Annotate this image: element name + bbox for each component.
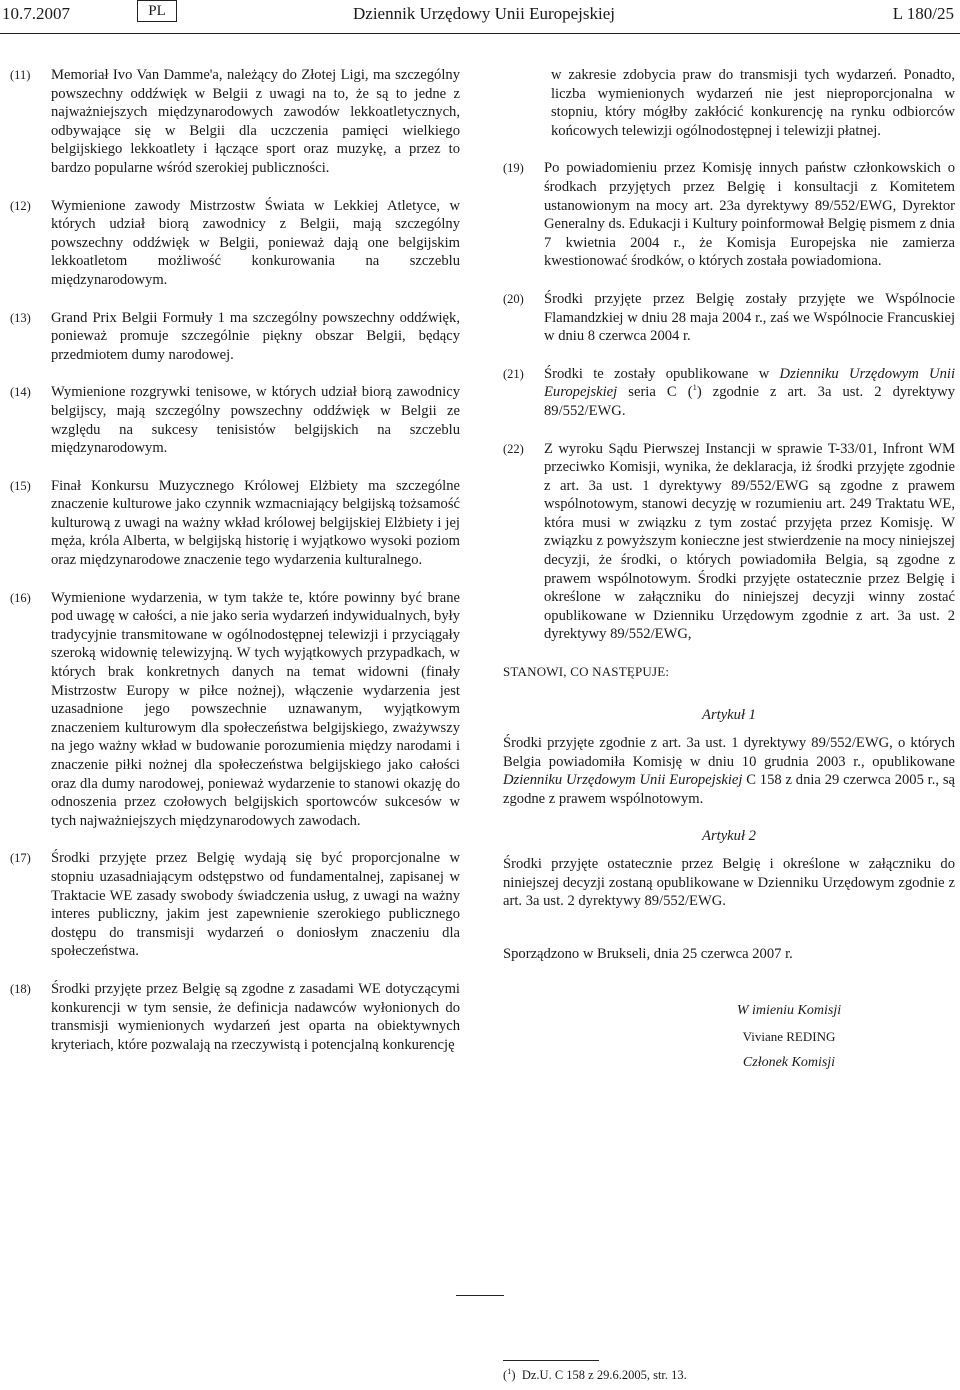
recital-number: (22)	[503, 441, 524, 456]
recital-number: (19)	[503, 161, 524, 176]
recital	[10, 980, 460, 1054]
recital	[10, 197, 460, 290]
journal-name-italic: Dzienniku Urzędowym Unii Europejskiej	[503, 772, 743, 789]
left-column	[10, 66, 460, 1073]
recital-number: (18)	[10, 981, 31, 996]
recital-text: Memoriał Ivo Van Damme'a, należący do Złotej Ligi, ma szczególny powszechny oddźwięk w Belgii z uwagi na to, że są to jedne z najważniejszych międzynarodowych zawodów lekkoatletycznych, odbywające się w Belgii dla uczczenia pamięci wielkiego belgijskiego lekkoatlety i łączące sport oraz muzykę, a przez to bardzo popularne wśród szerokiej publiczności.	[51, 67, 460, 176]
footnote-rule	[503, 1360, 599, 1361]
end-separator	[456, 1295, 504, 1296]
recital-number: (13)	[10, 310, 31, 325]
signature-block	[623, 998, 955, 1076]
recital-text: Grand Prix Belgii Formuły 1 ma szczególny powszechny oddźwięk, ponieważ promuje szczególnie piękny obszar Belgii, będący przedmiotem dumy narodowej.	[51, 309, 460, 363]
recital-number: (15)	[10, 478, 31, 493]
recital-number: (20)	[503, 291, 524, 306]
footnote-reference[interactable]: 1	[692, 382, 697, 393]
recital-text: Środki przyjęte przez Belgię zostały przyjęte we Wspólnocie Flamandzkiej w dniu 28 maja 2004 r., zaś we Wspólnocie Francuskiej w dniu 8 czerwca 2004 r.	[544, 290, 955, 345]
recital	[10, 477, 460, 570]
recital-text: Z wyroku Sądu Pierwszej Instancji w sprawie T-33/01, Infront WM przeciwko Komisji, wynika, że deklaracja, iż środki przyjęte zgodnie z art. 3a ust. 1 dyrektywy 89/552/EWG są zgodne z prawem wspólnotowym, stanowi decyzję w rozumieniu art. 249 Traktatu WE, która musi w związku z tym zostać przyjęta przez Komisję. W związku z powyższym konieczne jest stwierdzenie na mocy niniejszej decyzji, że środki, o których powiadomiła Belgia, są zgodne z prawem wspólnotowym. Środki przyjęte ostatecznie przez Belgię i określone w załączniku do niniejszej decyzji winny zostać opublikowane w Dzienniku Urzędowym zgodnie z art. 3a ust. 2 dyrektywy 89/552/EWG,	[544, 440, 955, 643]
recital-text: Finał Konkursu Muzycznego Królowej Elżbiety ma szczególne znaczenie kulturowe jako czynnik wzmacniający belgijską tożsamość kulturową z uwagi na ważny wkład królowej belgijskiej Elżbiety i jej męża, króla Alberta, w belgijską historię i wyjątkowo wysoki poziom oraz międzynarodowe znaczenie tego wydarzenia kulturalnego.	[51, 477, 460, 569]
recital-text-part: ) zgodnie z art. 3a ust. 2 dyrektywy 89/552/EWG.	[544, 384, 956, 419]
recital	[10, 383, 460, 457]
language-badge: PL	[137, 0, 177, 22]
recital-continuation: w zakresie zdobycia praw do transmisji tych wydarzeń. Ponadto, liczba wymienionych wydarzeń nie jest nieproporcjonalna w stopniu, który mógłby zakłócić konkurencję na rynku odbiorców końcowych telewizji ogólnodostępnej i telewizji płatnej.	[551, 67, 955, 139]
recital-number: (21)	[503, 366, 524, 381]
recital-number: (14)	[10, 385, 31, 400]
recital-text: Wymienione wydarzenia, w tym także te, które powinny być brane pod uwagę w całości, a nie jako seria wydarzeń indywidualnych, były tradycyjnie transmitowane w ogólnodostępnej telewizji i przyciągały szeroką widownię telewizyjną. W tych wyjątkowych przypadkach, w których brak konkretnych danych na temat widowni (finały Mistrzostw Europy w piłce nożnej), włączenie wydarzenia jest uzasadnione jego powszechnie uznawanym, wyjątkowym znaczeniem kulturowym dla społeczeństwa belgijskiego, zważywszy na jego ważny wkład w budowanie porozumienia między narodami i znaczenie piłki nożnej dla społeczeństwa belgijskiego jako całości oraz dla dumy narodowej, ponieważ wydarzenie to stanowi okazję do odnoszenia przez czołowych belgijskich sportowców sukcesów w tych najważniejszych międzynarodowych zawodach.	[51, 589, 460, 829]
footnote-mark: 1	[507, 1365, 512, 1376]
article-text-part: Środki przyjęte zgodnie z art. 3a ust. 1 dyrektywy 89/552/EWG, o których Belgia powiadomiła Komisję w dniu 10 grudnia 2003 r., opublikowane	[503, 735, 955, 770]
recital-text-part: Środki te zostały opublikowane w	[544, 365, 780, 382]
recital-number: (12)	[10, 198, 31, 213]
right-column	[503, 66, 955, 1076]
recital	[503, 159, 955, 271]
recital	[10, 589, 460, 831]
recital	[503, 290, 955, 346]
signature-on-behalf: W imieniu Komisji	[736, 1002, 842, 1018]
recital-text: Środki przyjęte przez Belgię wydają się być proporcjonalne w stopniu uzasadniającym odstępstwo od fundamentalnej, zapisanej w Traktacie WE zasady swobody świadczenia usług, z uwagi na ważny interes publiczny, jakim jest zapewnienie szerokiego publicznego dostępu do transmisji wydarzeń o doniosłym znaczeniu dla społeczeństwa.	[51, 850, 460, 960]
article-text-part: C 158 z dnia 29 czerwca 2005 r., są zgodne z prawem wspólnotowym.	[503, 772, 955, 807]
recital	[503, 440, 955, 645]
recital	[10, 849, 460, 961]
recital-number: (11)	[10, 68, 31, 82]
header-date: 10.7.2007	[2, 4, 70, 23]
recital-text: Wymienione rozgrywki tenisowe, w których udział biorą zawodnicy belgijscy, mają szczególny powszechny oddźwięk w Belgii ze względu na sukcesy tenisistów belgijskich na szczeblu międzynarodowym.	[51, 384, 460, 457]
recital-text: Wymienione zawody Mistrzostw Świata w Lekkiej Atletyce, w których udział biorą zawodnicy z Belgii, mają szczególny powszechny oddźwięk w Belgii, ponieważ dają one belgijskim lekkoatletom możliwość konkurowania na szczeblu międzynarodowym.	[51, 197, 460, 288]
recital	[503, 365, 955, 421]
signatory-name: Viviane REDING	[742, 1028, 836, 1044]
recital-text: Środki przyjęte przez Belgię są zgodne z zasadami WE dotyczącymi konkurencji w tym sensie, że definicja nadawców wyłonionych do transmisji wymienionych wydarzeń jest oparta na obiektywnych kryteriach, które pozwalają na rzeczywistą i potencjalną konkurencję	[51, 980, 460, 1053]
article-2-body: Środki przyjęte ostatecznie przez Belgię i określone w załączniku do niniejszej decyzji zostaną opublikowane w Dzienniku Urzędowym zgodnie z art. 3a ust. 2 dyrektywy 89/552/EWG.	[503, 856, 955, 910]
recital-text: Po powiadomieniu przez Komisję innych państw członkowskich o środkach przyjętych przez Belgię i konsultacji z Komitetem ustanowionym na mocy art. 23a dyrektywy 89/552/EWG, Dyrektor Generalny ds. Edukacji i Kultury poinformował Belgię pismem z dnia 7 kwietnia 2004 r., że Komisja Europejska nie zamierza kwestionować środków, o których została powiadomiona.	[544, 160, 955, 270]
enacting-formula: STANOWI, CO NASTĘPUJE:	[503, 664, 670, 680]
article-1-body	[503, 734, 955, 808]
recital	[10, 309, 460, 365]
page-reference: L 180/25	[892, 4, 954, 23]
recital-text	[544, 365, 955, 421]
page-header	[0, 0, 960, 40]
signatory-role: Członek Komisji	[742, 1054, 836, 1070]
recital	[10, 66, 460, 178]
footnote: ($^1$) Dz.U. C 158 z 29.6.2005, str. 13.	[503, 1365, 687, 1382]
journal-title: Dziennik Urzędowy Unii Europejskiej	[353, 4, 616, 23]
recital-number: (17)	[10, 851, 31, 866]
article-1-title: Artykuł 1	[702, 706, 756, 723]
article-2-title: Artykuł 2	[702, 827, 756, 844]
journal-name-italic: Dzienniku Urzędowym Unii Europejskiej	[544, 365, 955, 401]
recital-text-part: seria C (	[617, 384, 693, 401]
place-and-date: Sporządzono w Brukseli, dnia 25 czerwca 2007 r.	[503, 945, 793, 962]
recital-number: (16)	[10, 590, 31, 605]
header-rule	[0, 33, 960, 34]
footnote-text: Dz.U. C 158 z 29.6.2005, str. 13.	[521, 1368, 687, 1382]
